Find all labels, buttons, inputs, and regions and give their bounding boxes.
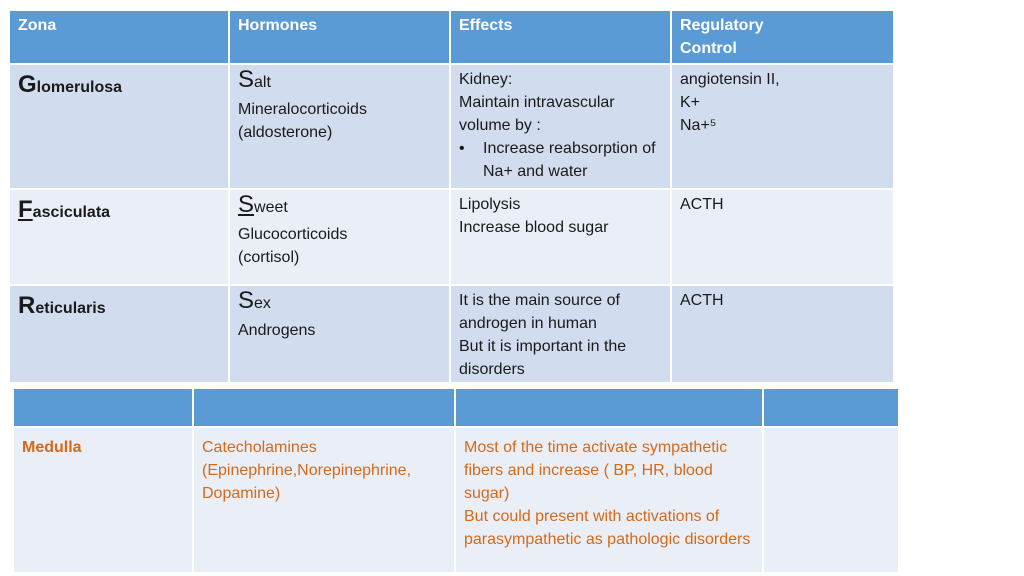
zona-cell: Fasciculata	[10, 190, 230, 286]
zona-cell: Medulla	[14, 426, 194, 572]
effect-bullet: • Increase reabsorption of Na+ and water	[459, 137, 662, 183]
medulla-header-cell	[764, 389, 898, 426]
adrenal-cortex-table	[10, 11, 893, 384]
zona-cell: Reticularis	[10, 286, 230, 384]
control-cell: ACTH	[672, 286, 893, 384]
control-cell	[764, 426, 898, 572]
control-cell: angiotensin II, K+ Na+⁵	[672, 65, 893, 190]
header-effects: Effects	[451, 11, 672, 65]
effect-cell: It is the main source of androgen in human But it is important in the disorders	[451, 286, 672, 384]
header-hormones: Hormones	[230, 11, 451, 65]
adrenal-medulla-table	[14, 389, 898, 572]
hormone-cell: Salt Mineralocorticoids (aldosterone)	[230, 65, 451, 190]
medulla-header-cell	[14, 389, 194, 426]
cortex-header-row	[10, 11, 893, 65]
effect-cell: Kidney: Maintain intravascular volume by : • Increase reabsorption of Na+ and water	[451, 65, 672, 190]
hormone-cell: Sweet Glucocorticoids (cortisol)	[230, 190, 451, 286]
table-row-fasciculata	[10, 190, 893, 286]
hormone-cell: Catecholamines (Epinephrine,Norepinephrine, Dopamine)	[194, 426, 456, 572]
control-cell: ACTH	[672, 190, 893, 286]
effect-cell: Lipolysis Increase blood sugar	[451, 190, 672, 286]
table-row-reticularis	[10, 286, 893, 384]
medulla-header-cell	[456, 389, 764, 426]
table-row-medulla	[14, 426, 898, 572]
medulla-header-row	[14, 389, 898, 426]
header-zona: Zona	[10, 11, 230, 65]
medulla-header-cell	[194, 389, 456, 426]
header-regulatory-control: Regulatory Control	[672, 11, 893, 65]
table-row-glomerulosa	[10, 65, 893, 190]
hormone-cell: Sex Androgens	[230, 286, 451, 384]
zona-cell: Glomerulosa	[10, 65, 230, 190]
effect-cell: Most of the time activate sympathetic fibers and increase ( BP, HR, blood sugar) But could present with activations of parasympathetic as pathologic disorders	[456, 426, 764, 572]
